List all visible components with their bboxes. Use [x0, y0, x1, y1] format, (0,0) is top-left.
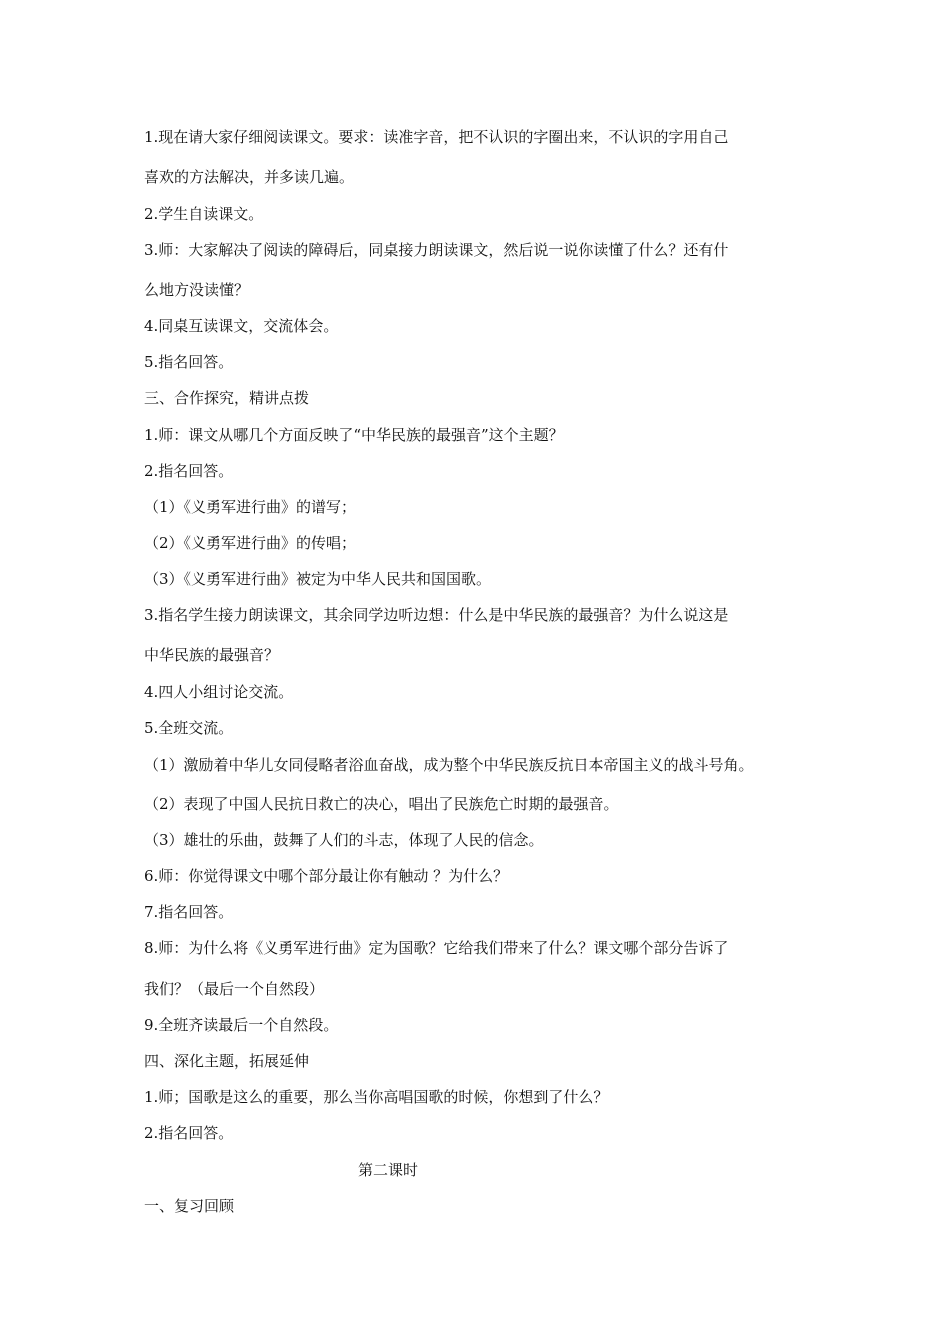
paragraph-line: 我们？（最后一个自然段） — [144, 980, 325, 998]
paragraph-line: 5.指名回答。 — [144, 353, 234, 371]
list-item: （1）《义勇军进行曲》的谱写； — [144, 498, 357, 516]
paragraph-line: 2.学生自读课文。 — [144, 205, 264, 223]
paragraph-line: 3.指名学生接力朗读课文，其余同学边听边想：什么是中华民族的最强音？为什么说这是 — [144, 606, 729, 624]
list-item: （2）表现了中国人民抗日救亡的决心，唱出了民族危亡时期的最强音。 — [144, 795, 619, 813]
paragraph-line: 么地方没读懂？ — [144, 281, 250, 299]
section-heading: 一、复习回顾 — [144, 1197, 235, 1215]
paragraph-line: 喜欢的方法解决，并多读几遍。 — [144, 168, 355, 186]
paragraph-line: 1.师；国歌是这么的重要，那么当你高唱国歌的时候，你想到了什么？ — [144, 1088, 609, 1106]
list-item: （1）激励着中华儿女同侵略者浴血奋战，成为整个中华民族反抗日本帝国主义的战斗号角。 — [144, 756, 754, 774]
paragraph-line: 6.师：你觉得课文中哪个部分最让你有触动 ？为什么？ — [144, 867, 509, 885]
list-item: （3）雄壮的乐曲，鼓舞了人们的斗志，体现了人民的信念。 — [144, 831, 544, 849]
paragraph-line: 3.师：大家解决了阅读的障碍后，同桌接力朗读课文，然后说一说你读懂了什么？还有什 — [144, 241, 729, 259]
paragraph-line: 2.指名回答。 — [144, 1124, 234, 1142]
paragraph-line: 7.指名回答。 — [144, 903, 234, 921]
paragraph-line: 中华民族的最强音？ — [144, 646, 280, 664]
section-heading: 三、合作探究，精讲点拨 — [144, 389, 310, 407]
paragraph-line: 1.现在请大家仔细阅读课文。要求：读准字音，把不认识的字圈出来，不认识的字用自己 — [144, 128, 729, 146]
paragraph-line: 5.全班交流。 — [144, 719, 234, 737]
paragraph-line: 9.全班齐读最后一个自然段。 — [144, 1016, 339, 1034]
paragraph-line: 1.师：课文从哪几个方面反映了“中华民族的最强音”这个主题？ — [144, 426, 564, 444]
paragraph-line: 4.四人小组讨论交流。 — [144, 683, 294, 701]
list-item: （3）《义勇军进行曲》被定为中华人民共和国国歌。 — [144, 570, 492, 588]
section-heading: 四、深化主题，拓展延伸 — [144, 1052, 310, 1070]
list-item: （2）《义勇军进行曲》的传唱； — [144, 534, 357, 552]
paragraph-line: 8.师：为什么将《义勇军进行曲》定为国歌？它给我们带来了什么？课文哪个部分告诉了 — [144, 939, 729, 957]
paragraph-line: 2.指名回答。 — [144, 462, 234, 480]
paragraph-line: 4.同桌互读课文，交流体会。 — [144, 317, 339, 335]
lesson-title: 第二课时 — [358, 1161, 419, 1179]
